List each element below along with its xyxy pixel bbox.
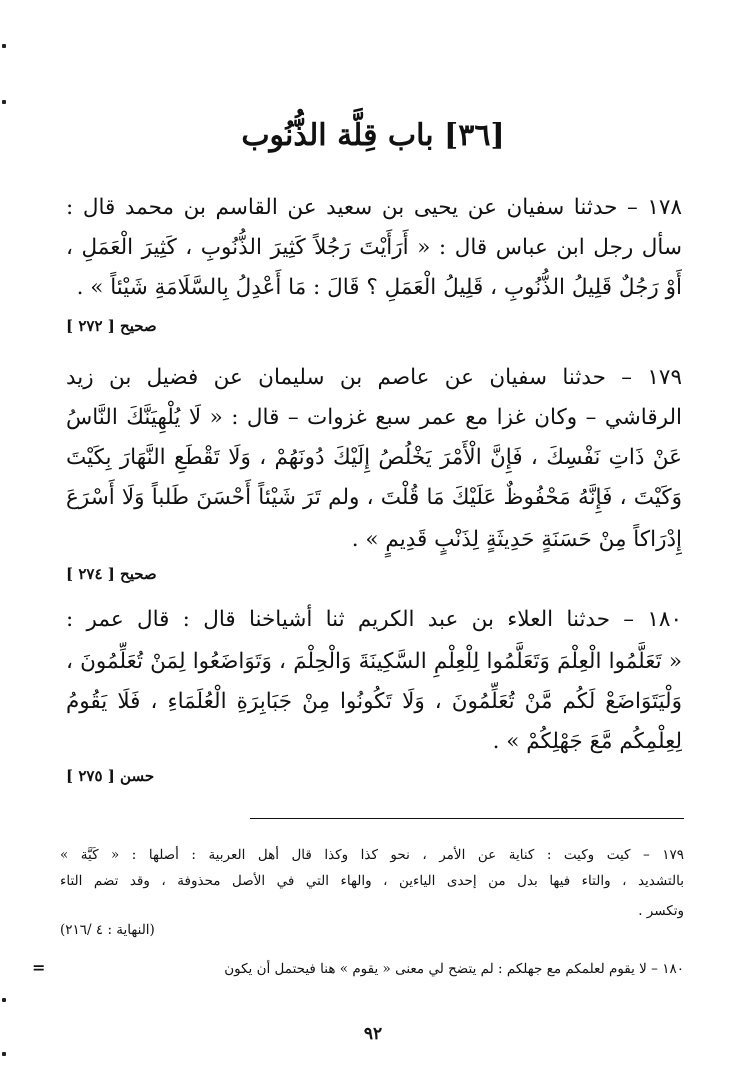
hadith-179-line-2: الرقاشي – وكان غزا مع عمر سبع غزوات – قال : « لَا يُلْهِيَنَّكَ النَّاسُ — [66, 405, 682, 430]
scan-mark — [2, 1052, 6, 1056]
continuation-mark: = — [32, 958, 46, 977]
footnote-179-line-1: ١٧٩ – كيت وكيت : كناية عن الأمر ، نحو كذا وكذا قال أهل العربية : أصلها : « كَيَّة » — [60, 847, 684, 863]
hadith-179-line-5: إِدْرَاكاً مِنْ حَسَنَةٍ حَدِيثَةٍ لِذَنْبٍ قَدِيمٍ » . — [351, 527, 682, 552]
hadith-179-line-4: وَكَيْتَ ، فَإِنَّهُ مَحْفُوظٌ عَلَيْكَ مَا قُلْتَ ، ولم تَرَ شَيْئاً أَحْسَنَ طَلباً وَلَا أَسْرَعَ — [66, 485, 682, 510]
footnote-180: ١٨٠ – لا يقوم لعلمكم مع جهلكم : لم يتضح لي معنى « يقوم » هنا فيحتمل أن يكون — [224, 961, 684, 977]
hadith-180-line-3: وَلْيَتَوَاضَعْ لَكُم مَّنْ تُعَلِّمُونَ ، وَلَا تَكُونُوا مِنْ جَبَابِرَةِ الْعُلَمَاءِ ، فَلَا يَقُومُ — [66, 689, 682, 714]
footnote-179-line-3: وتكسر . — [638, 903, 684, 919]
footnote-179-line-2: بالتشديد ، والتاء فيها بدل من إحدى الياءين ، والهاء التي في الأصل محذوفة ، وقد تضم التاء — [60, 873, 684, 889]
hadith-179-line-3: عَنْ ذَاتِ نَفْسِكَ ، فَإِنَّ الْأَمْرَ يَخْلُصُ إِلَيْكَ دُونَهُمْ ، وَلَا تَقْطَعِ النَّهَارَ بِكَيْتَ — [66, 445, 682, 470]
chapter-title: [٣٦] باب قِلَّة الذُّنُوب — [241, 118, 505, 153]
scan-mark — [2, 100, 6, 104]
hadith-178-line-2: سأل رجل ابن عباس قال : « أَرَأَيْتَ رَجُلاً كَثِيرَ الذُّنُوبِ ، كَثِيرَ الْعَمَلِ ، — [66, 235, 682, 260]
hadith-179-grade: صحيح [ ٢٧٤ ] — [66, 565, 157, 583]
scan-mark — [2, 44, 6, 48]
hadith-178-line-1: ١٧٨ – حدثنا سفيان عن يحيى بن سعيد عن القاسم بن محمد قال : — [66, 195, 682, 220]
hadith-179-line-1: ١٧٩ – حدثنا سفيان عن عاصم بن سليمان عن فضيل بن زيد — [66, 365, 682, 390]
hadith-178-grade: صحيح [ ٢٧٢ ] — [66, 317, 157, 335]
hadith-180-line-1: ١٨٠ – حدثنا العلاء بن عبد الكريم ثنا أشياخنا قال : قال عمر : — [66, 607, 682, 632]
scan-mark — [2, 998, 6, 1002]
footnote-divider — [250, 818, 684, 819]
page-number: ٩٢ — [363, 1024, 383, 1044]
footnote-179-reference: (النهاية : ٤ /٢١٦) — [60, 922, 155, 938]
hadith-180-line-4: لِعِلْمِكُم مَّعَ جَهْلِكُمْ » . — [492, 729, 682, 754]
hadith-178-line-3: أَوْ رَجُلٌ قَلِيلُ الذُّنُوبِ ، قَلِيلُ الْعَمَلِ ؟ قَالَ : مَا أَعْدِلُ بِالسَّلَامَةِ شَيْئاً » . — [76, 275, 682, 300]
hadith-180-grade: حسن [ ٢٧٥ ] — [66, 767, 155, 785]
hadith-180-line-2: « تَعَلَّمُوا الْعِلْمَ وَتَعَلَّمُوا لِلْعِلْمِ السَّكِينَةَ وَالْحِلْمَ ، وَتَوَاضَعُوا لِمَنْ تُعَلِّمُونَ ، — [66, 649, 682, 674]
